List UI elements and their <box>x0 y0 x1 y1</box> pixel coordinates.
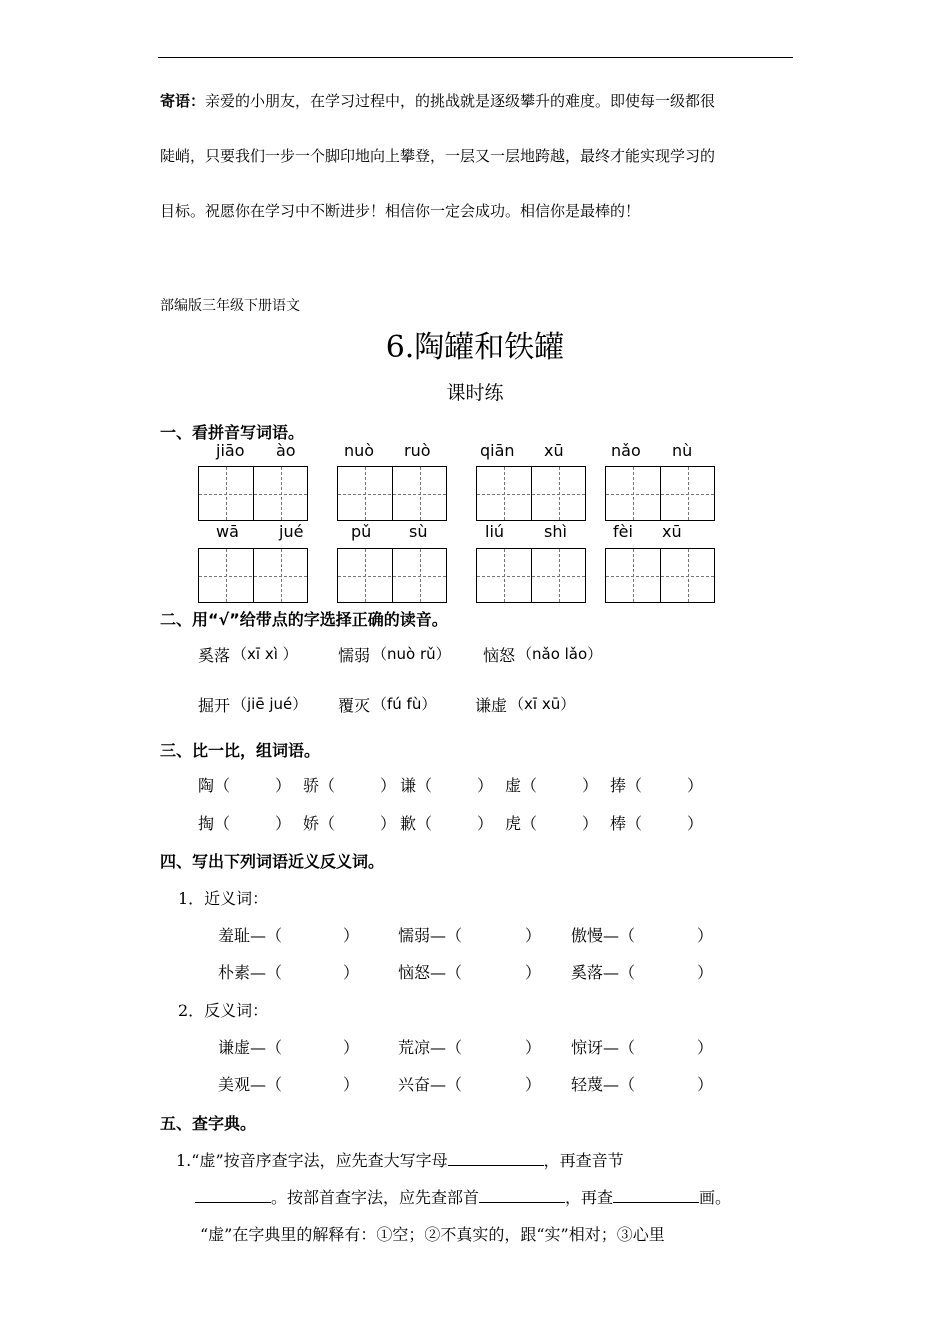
section-2-heading: 二、用“√”给带点的字选择正确的读音。 <box>160 610 448 629</box>
word: 奚落 <box>198 646 231 665</box>
paren-close: ） <box>525 1075 542 1094</box>
synonym-item: 傲慢—（ <box>571 926 636 945</box>
dict-text: 1.“虚”按音序查字法，应先查大写字母 <box>176 1151 448 1170</box>
paren-close: ） <box>582 776 599 795</box>
section-4-heading: 四、写出下列词语近义反义词。 <box>160 852 385 871</box>
writing-grid[interactable] <box>337 548 447 603</box>
pinyin-choice[interactable]: （xī xì ） <box>232 645 298 663</box>
paren-close: ） <box>343 963 360 982</box>
writing-grid[interactable] <box>337 466 447 521</box>
paren-close: ） <box>275 776 292 795</box>
intro-line-1 <box>160 90 715 111</box>
word: 谦虚 <box>475 696 508 715</box>
dictionary-line-2 <box>195 1185 731 1208</box>
antonym-item: 轻蔑—（ <box>571 1075 636 1094</box>
pinyin: liú <box>485 522 505 541</box>
paren-close: ） <box>343 1075 360 1094</box>
pinyin: xū <box>544 441 564 460</box>
paren-close: ） <box>582 814 599 833</box>
writing-grid[interactable] <box>198 466 308 521</box>
dictionary-line-3: “虚”在字典里的解释有：①空；②不真实的，跟“实”相对；③心里 <box>200 1225 665 1244</box>
antonym-item: 荒凉—（ <box>398 1038 463 1057</box>
paren-close: ） <box>343 1038 360 1057</box>
section-1-heading: 一、看拼音写词语。 <box>160 423 305 442</box>
paren-close: ） <box>525 1038 542 1057</box>
pinyin: ào <box>276 441 296 460</box>
paren-close: ） <box>525 926 542 945</box>
pinyin-choice[interactable]: （jiē jué） <box>232 695 308 713</box>
paren-close: ） <box>343 926 360 945</box>
word: 掘开 <box>198 696 231 715</box>
compare-item: 棒（ <box>610 814 643 833</box>
page-title: 6.陶罐和铁罐 <box>385 330 565 365</box>
compare-item: 捧（ <box>610 776 643 795</box>
synonym-item: 羞耻—（ <box>218 926 283 945</box>
pinyin: nǎo <box>611 441 641 460</box>
intro-line-3: 目标。祝愿你在学习中不断进步！相信你一定会成功。相信你是最棒的！ <box>160 202 641 220</box>
word: 覆灭 <box>338 696 371 715</box>
pinyin: jiāo <box>216 441 245 460</box>
intro-text-1: 亲爱的小朋友，在学习过程中，的挑战就是逐级攀升的难度。即使每一级都很 <box>205 92 716 110</box>
compare-item: 虎（ <box>505 814 538 833</box>
pinyin-choice[interactable]: （nǎo lǎo） <box>517 645 603 663</box>
dict-text: ，再查 <box>565 1188 614 1207</box>
answer-blank[interactable] <box>448 1149 544 1166</box>
pinyin: nuò <box>344 441 375 460</box>
page-subtitle: 课时练 <box>446 382 504 404</box>
compare-item: 歉（ <box>400 814 433 833</box>
synonym-item: 奚落—（ <box>571 963 636 982</box>
antonym-item: 兴奋—（ <box>398 1075 463 1094</box>
compare-item: 娇（ <box>303 814 336 833</box>
writing-grid[interactable] <box>476 548 586 603</box>
pinyin: shì <box>544 522 567 541</box>
paren-close: ） <box>697 926 714 945</box>
paren-close: ） <box>697 963 714 982</box>
section-3-heading: 三、比一比，组词语。 <box>160 741 321 760</box>
answer-blank[interactable] <box>479 1186 565 1203</box>
dict-text: 。按部首查字法，应先查部首 <box>271 1188 480 1207</box>
pinyin-choice[interactable]: （xī xū） <box>509 695 576 713</box>
paren-close: ） <box>477 814 494 833</box>
pinyin: sù <box>409 522 428 541</box>
pinyin: pǔ <box>351 522 372 541</box>
intro-line-2: 陡峭，只要我们一步一个脚印地向上攀登，一层又一层地跨越，最终才能实现学习的 <box>160 147 716 165</box>
word: 懦弱 <box>338 646 371 665</box>
antonym-item: 谦虚—（ <box>218 1038 283 1057</box>
synonym-item: 恼怒—（ <box>398 963 463 982</box>
word: 恼怒 <box>483 646 516 665</box>
paren-close: ） <box>697 1038 714 1057</box>
compare-item: 陶（ <box>198 776 231 795</box>
paren-close: ） <box>380 814 397 833</box>
section-5-heading: 五、查字典。 <box>160 1114 257 1133</box>
edition-label: 部编版三年级下册语文 <box>160 298 300 314</box>
compare-item: 掏（ <box>198 814 231 833</box>
antonym-item: 惊讶—（ <box>571 1038 636 1057</box>
writing-grid[interactable] <box>605 466 715 521</box>
header-rule <box>158 57 793 58</box>
paren-close: ） <box>380 776 397 795</box>
pinyin: xū <box>662 522 682 541</box>
paren-close: ） <box>687 776 704 795</box>
pinyin: fèi <box>613 522 633 541</box>
writing-grid[interactable] <box>605 548 715 603</box>
paren-close: ） <box>525 963 542 982</box>
pinyin-choice[interactable]: （nuò rǔ） <box>372 645 451 663</box>
antonym-subheading: 2．反义词： <box>178 1001 269 1020</box>
compare-item: 谦（ <box>400 776 433 795</box>
writing-grid[interactable] <box>198 548 308 603</box>
synonym-item: 朴素—（ <box>218 963 283 982</box>
pinyin: wā <box>216 522 239 541</box>
antonym-item: 美观—（ <box>218 1075 283 1094</box>
writing-grid[interactable] <box>476 466 586 521</box>
dict-text: 画。 <box>699 1188 732 1207</box>
answer-blank[interactable] <box>195 1186 271 1203</box>
paren-close: ） <box>697 1075 714 1094</box>
pinyin: qiān <box>480 441 515 460</box>
dict-text: ，再查音节 <box>543 1151 624 1170</box>
pinyin: nù <box>672 441 693 460</box>
pinyin: jué <box>279 522 304 541</box>
paren-close: ） <box>687 814 704 833</box>
synonym-subheading: 1．近义词： <box>178 889 269 908</box>
paren-close: ） <box>477 776 494 795</box>
answer-blank[interactable] <box>613 1186 699 1203</box>
synonym-item: 懦弱—（ <box>398 926 463 945</box>
pinyin: ruò <box>404 441 431 460</box>
pinyin-choice[interactable]: （fú fù） <box>372 695 437 713</box>
compare-item: 骄（ <box>303 776 336 795</box>
intro-label: 寄语： <box>160 92 206 110</box>
compare-item: 虚（ <box>505 776 538 795</box>
dictionary-line-1 <box>176 1148 624 1171</box>
paren-close: ） <box>275 814 292 833</box>
